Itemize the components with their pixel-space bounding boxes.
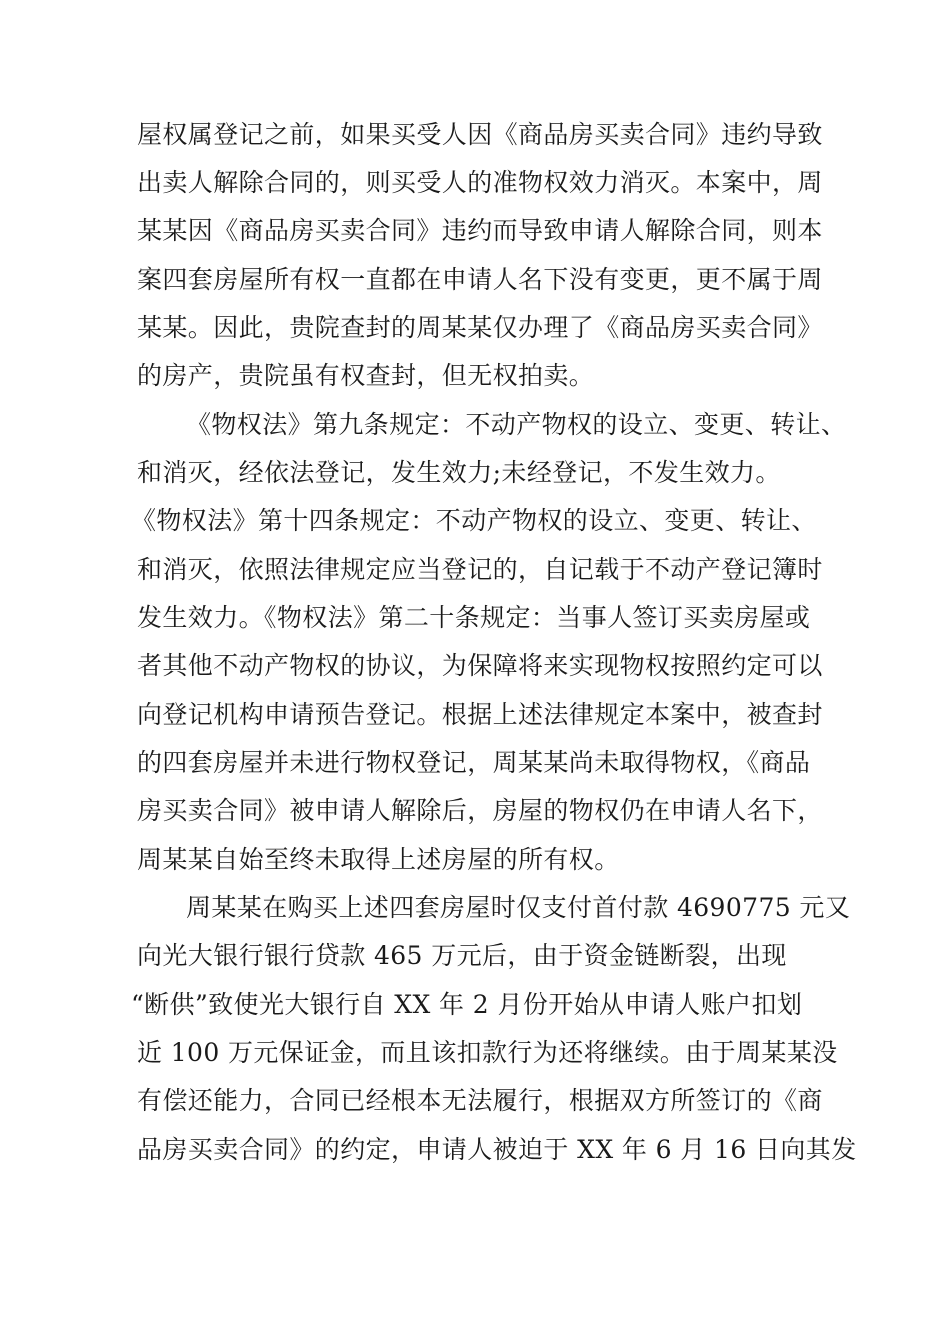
text-line-20: 近 100 万元保证金，而且该扣款行为还将继续。由于周某某没 [137,1038,838,1067]
text-line-12: 者其他不动产物权的协议，为保障将来实现物权按照约定可以 [137,651,823,680]
text-line-15: 房买卖合同》被申请人解除后，房屋的物权仍在申请人名下， [137,796,823,825]
text-line-7: 《物权法》第九条规定：不动产物权的设立、变更、转让、 [186,410,847,439]
text-line-8: 和消灭，经依法登记，发生效力;未经登记，不发生效力。 [137,458,781,487]
text-line-17: 周某某在购买上述四套房屋时仅支付首付款 4690775 元又 [186,893,851,922]
text-line-11: 发生效力。《物权法》第二十条规定：当事人签订买卖房屋或 [137,603,811,632]
text-line-5: 某某。因此，贵院查封的周某某仅办理了《商品房买卖合同》 [137,313,823,342]
text-line-9: 《物权法》第十四条规定：不动产物权的设立、变更、转让、 [131,506,817,535]
text-line-4: 案四套房屋所有权一直都在申请人名下没有变更，更不属于周 [137,265,823,294]
text-line-3: 某某因《商品房买卖合同》违约而导致申请人解除合同，则本 [137,216,823,245]
text-line-19: “断供”致使光大银行自 XX 年 2 月份开始从申请人账户扣划 [131,990,803,1019]
text-line-14: 的四套房屋并未进行物权登记，周某某尚未取得物权，《商品 [137,748,811,777]
text-line-22: 品房买卖合同》的约定，申请人被迫于 XX 年 6 月 16 日向其发 [137,1135,857,1164]
text-line-2: 出卖人解除合同的，则买受人的准物权效力消灭。本案中，周 [137,168,823,197]
text-line-1: 屋权属登记之前，如果买受人因《商品房买卖合同》违约导致 [137,120,823,149]
text-line-13: 向登记机构申请预告登记。根据上述法律规定本案中，被查封 [137,700,823,729]
text-line-16: 周某某自始至终未取得上述房屋的所有权。 [137,845,620,874]
text-line-10: 和消灭，依照法律规定应当登记的，自记载于不动产登记簿时 [137,555,823,584]
text-line-21: 有偿还能力，合同已经根本无法履行，根据双方所签订的《商 [137,1086,823,1115]
text-line-18: 向光大银行银行贷款 465 万元后，由于资金链断裂，出现 [137,941,787,970]
text-line-6: 的房产，贵院虽有权查封，但无权拍卖。 [137,361,595,390]
